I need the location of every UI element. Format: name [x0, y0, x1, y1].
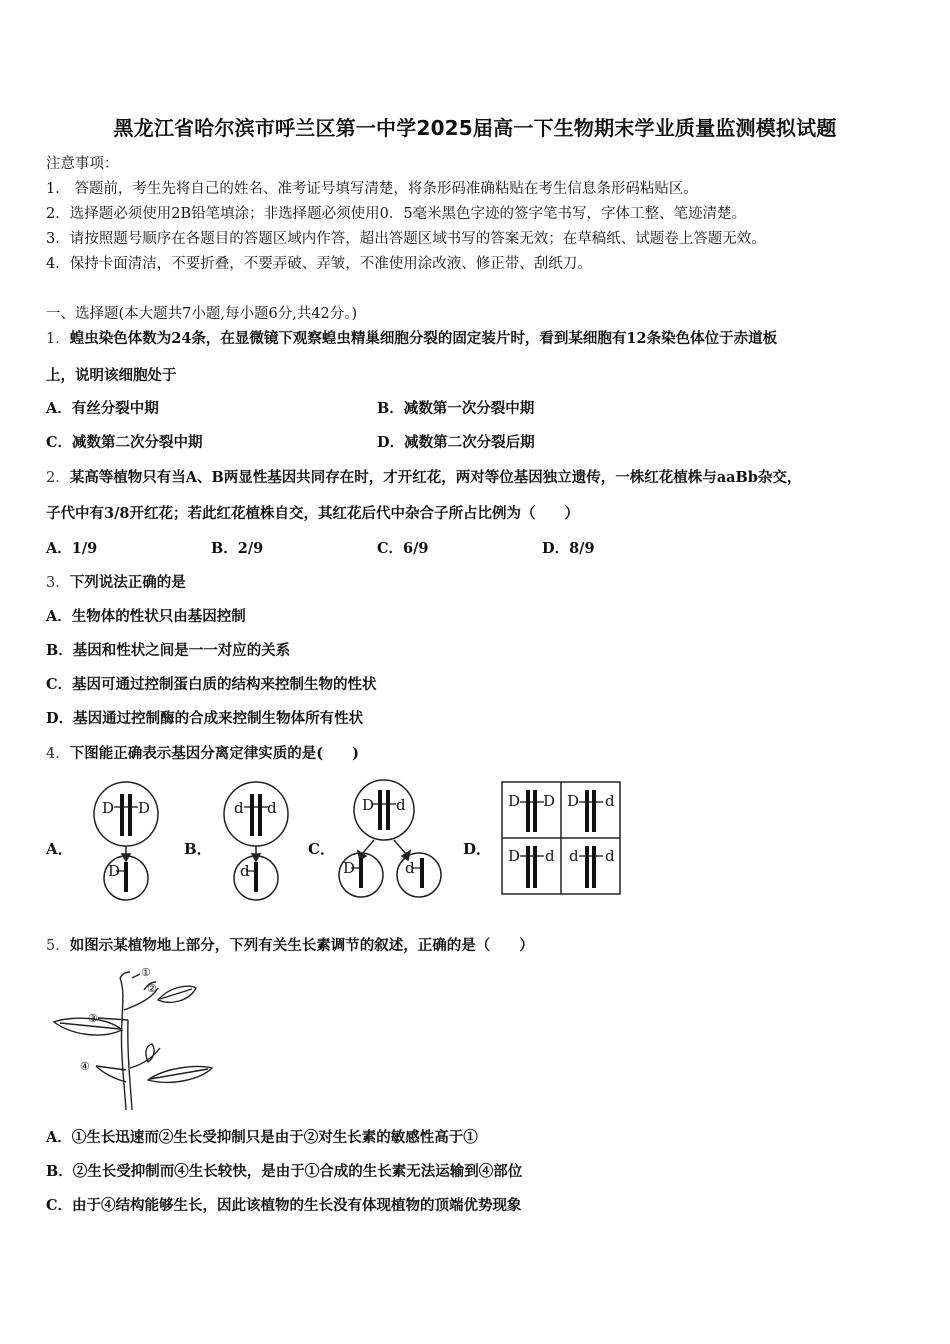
- gene-label: D: [543, 792, 556, 810]
- marker-2: ②: [147, 982, 157, 995]
- question-text: 蝗虫染色体数为24条，在显微镜下观察蝗虫精巢细胞分裂的固定装片时，看到某细胞有12条染色体位于赤道板: [69, 330, 778, 347]
- question-1: [46, 327, 777, 348]
- option-d: D．8/9: [542, 540, 595, 557]
- notice-item: 2．选择题必须使用2B铅笔填涂；非选择题必须使用0．5毫米黑色字迹的签字笔书写，字体工整、笔迹清楚。: [46, 206, 747, 222]
- gene-label: d: [405, 859, 415, 877]
- section-heading: 一、选择题(本大题共7小题,每小题6分,共42分。): [46, 306, 358, 322]
- gene-label: D: [102, 799, 115, 817]
- gene-label: d: [605, 847, 615, 865]
- option-a: A．生物体的性状只由基因控制: [46, 608, 246, 625]
- option-c: C．基因可通过控制蛋白质的结构来控制生物的性状: [46, 676, 377, 693]
- gene-label: d: [605, 792, 615, 810]
- question-2: [46, 466, 801, 487]
- option-a: A．1/9: [46, 540, 98, 557]
- question-number: 1．: [46, 331, 70, 347]
- question-5: [46, 934, 534, 955]
- gene-label: D: [343, 859, 356, 877]
- notice-item: 1． 答题前，考生先将自己的姓名、准考证号填写清楚，将条形码准确粘贴在考生信息条形码粘贴区。: [46, 181, 698, 197]
- option-a: A．有丝分裂中期: [46, 400, 159, 417]
- question-text: 如图示某植物地上部分，下列有关生长素调节的叙述，正确的是（ ）: [69, 937, 534, 954]
- gene-label: d: [240, 862, 250, 880]
- page-title: 黑龙江省哈尔滨市呼兰区第一中学2025届高一下生物期末学业质量监测模拟试题: [113, 116, 837, 140]
- option-d: D．基因通过控制酶的合成来控制生物体所有性状: [46, 710, 364, 727]
- question-3: [46, 571, 186, 592]
- gene-label: D: [108, 862, 121, 880]
- question-number: 5．: [46, 938, 70, 954]
- notice-item: 4．保持卡面清洁，不要折叠，不要弄破、弄皱，不准使用涂改液、修正带、刮纸刀。: [46, 256, 592, 272]
- gene-label: d: [569, 847, 579, 865]
- notice-item: 3．请按照题号顺序在各题目的答题区域内作答，超出答题区域书写的答案无效；在草稿纸、试题卷上答题无效。: [46, 231, 766, 247]
- question-text: 某高等植物只有当A、B两显性基因共同存在时，才开红花，两对等位基因独立遗传，一株红花植株与aaBb杂交，: [69, 469, 802, 486]
- option-c: C．6/9: [377, 540, 429, 557]
- question-text: 下图能正确表示基因分离定律实质的是( ): [69, 745, 359, 762]
- diagram-label-c: C．: [308, 840, 335, 858]
- gene-label: D: [567, 792, 580, 810]
- option-b: B．②生长受抑制而④生长较快，是由于①合成的生长素无法运输到④部位: [46, 1163, 523, 1180]
- option-d: D．减数第二次分裂后期: [377, 434, 535, 451]
- gene-label: D: [508, 847, 521, 865]
- question-2-cont: 子代中有3/8开红花；若此红花植株自交，其红花后代中杂合子所占比例为（ ）: [46, 505, 579, 522]
- gene-separation-diagrams: [0, 770, 950, 910]
- gene-label: d: [234, 799, 244, 817]
- diagram-label-b: B．: [184, 840, 212, 858]
- gene-label: D: [138, 799, 151, 817]
- marker-3: ③: [88, 1012, 98, 1025]
- marker-4: ④: [80, 1060, 90, 1073]
- option-a: A．①生长迅速而②生长受抑制只是由于②对生长素的敏感性高于①: [46, 1129, 478, 1146]
- marker-1: ①: [141, 966, 151, 979]
- option-b: B．基因和性状之间是一一对应的关系: [46, 642, 291, 659]
- question-4: [46, 742, 359, 763]
- option-c: C．减数第二次分裂中期: [46, 434, 203, 451]
- question-number: 3．: [46, 575, 70, 591]
- plant-diagram: [40, 960, 220, 1115]
- gene-label: d: [396, 796, 406, 814]
- notice-heading: 注意事项：: [46, 156, 119, 172]
- diagram-label-d: D．: [463, 840, 492, 858]
- question-number: 4．: [46, 746, 70, 762]
- option-c: C．由于④结构能够生长，因此该植物的生长没有体现植物的顶端优势现象: [46, 1197, 522, 1214]
- diagram-label-a: A．: [46, 840, 73, 858]
- question-text: 下列说法正确的是: [69, 574, 186, 591]
- gene-label: d: [267, 799, 277, 817]
- question-1-cont: 上，说明该细胞处于: [46, 367, 177, 384]
- option-b: B．2/9: [211, 540, 264, 557]
- gene-label: d: [545, 847, 555, 865]
- gene-label: D: [362, 796, 375, 814]
- option-b: B．减数第一次分裂中期: [377, 400, 535, 417]
- question-number: 2．: [46, 470, 70, 486]
- gene-label: D: [508, 792, 521, 810]
